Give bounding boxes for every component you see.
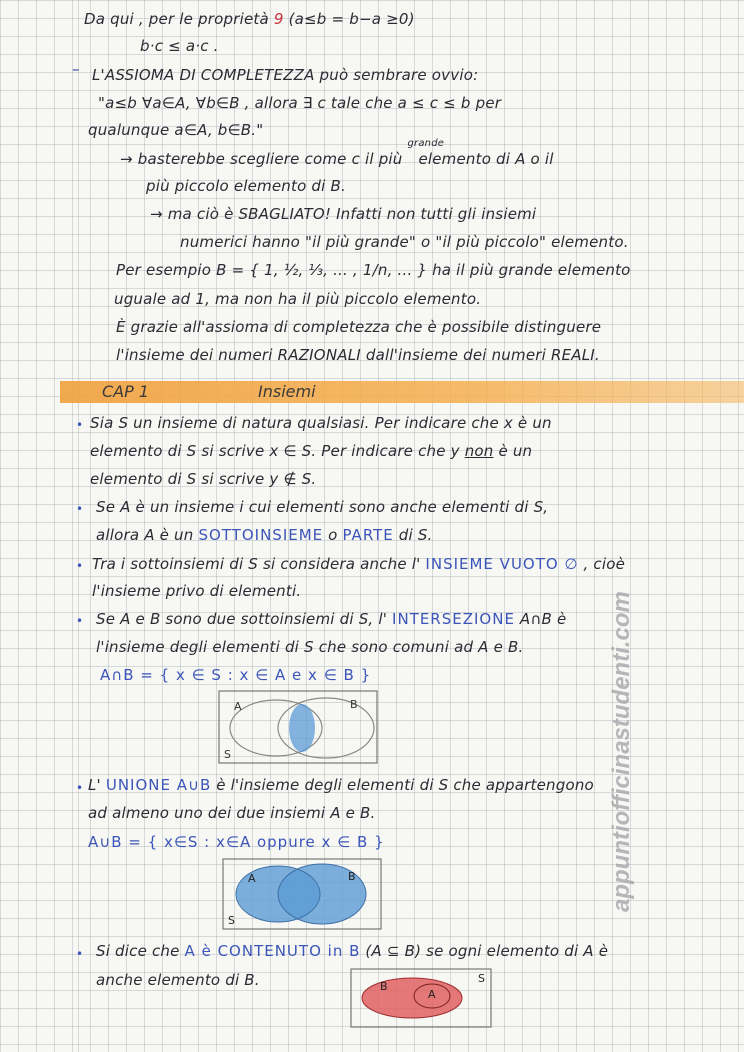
text-line: l'insieme dei numeri RAZIONALI dall'insieme dei numeri REALI. — [116, 346, 600, 364]
union-venn-diagram — [222, 858, 382, 930]
text-line: più piccolo elemento di B. — [146, 177, 346, 195]
text-line: ad almeno uno dei due insiemi A e B. — [88, 804, 376, 822]
text-line: qualunque a∈A, b∈B." — [88, 121, 264, 139]
set-b-label: B — [350, 698, 358, 711]
text: elemento di A o il — [418, 150, 554, 168]
set-s-label: S — [224, 748, 231, 761]
set-a-label: A — [234, 700, 242, 713]
text-line: b·c ≤ a·c . — [140, 37, 219, 55]
chapter-number: CAP 1 — [102, 382, 150, 401]
set-a-label: A — [248, 872, 256, 885]
text-line — [84, 10, 415, 28]
text: Se A e B sono due sottoinsiemi di S, l' — [96, 610, 388, 628]
text-line — [96, 526, 433, 544]
inserted-word: grande — [407, 138, 445, 149]
text-line: l'insieme degli elementi di S che sono comuni ad A e B. — [96, 638, 524, 656]
text: di S. — [398, 526, 433, 544]
bullet-icon: • — [76, 781, 84, 795]
bullet-icon: • — [76, 614, 84, 628]
text-line: È grazie all'assioma di completezza che è possibile distinguere — [116, 318, 602, 336]
text-line — [90, 442, 532, 460]
term: UNIONE A∪B — [105, 776, 212, 794]
watermark: appuntiofficinastudenti.com — [608, 591, 635, 912]
text-line — [96, 610, 566, 628]
text-line: anche elemento di B. — [96, 971, 260, 989]
union-formula: A∪B = { x∈S : x∈A oppure x ∈ B } — [88, 833, 385, 851]
set-a-label: A — [428, 988, 436, 1001]
text: elemento di S si scrive x ∈ S. Per indicare che y — [90, 442, 460, 460]
text-line: uguale ad 1, ma non ha il più piccolo elemento. — [114, 290, 482, 308]
text-line — [96, 942, 608, 960]
set-s-label: S — [228, 914, 235, 927]
bullet-icon: • — [76, 947, 84, 961]
chapter-title: Insiemi — [258, 382, 316, 401]
text-line: L'ASSIOMA DI COMPLETEZZA può sembrare ovvio: — [92, 66, 479, 84]
text-line — [120, 138, 554, 168]
text-line: elemento di S si scrive y ∉ S. — [90, 470, 317, 488]
text: Tra i sottoinsiemi di S si considera anche l' — [92, 555, 421, 573]
dash-bullet-icon: – — [72, 60, 80, 78]
intersection-venn-diagram — [218, 690, 378, 764]
term: INSIEME VUOTO ∅ — [425, 555, 579, 573]
text: (a≤b = b−a ≥0) — [288, 10, 415, 28]
text-line — [88, 776, 594, 794]
formula: A∩B — [519, 610, 553, 628]
subset-venn-diagram — [350, 968, 492, 1028]
text: è un — [498, 442, 533, 460]
underlined-word: non — [464, 442, 494, 460]
term: PARTE — [342, 526, 394, 544]
term: SOTTOINSIEME — [198, 526, 324, 544]
text: se ogni elemento di A è — [426, 942, 609, 960]
text-line: Se A è un insieme i cui elementi sono anche elementi di S, — [96, 498, 549, 516]
property-number: 9 — [273, 10, 284, 28]
text: Da qui , per le proprietà — [84, 10, 269, 28]
term: A è CONTENUTO in B — [184, 942, 361, 960]
chapter-highlight — [60, 381, 744, 403]
text-line: "a≤b ∀a∈A, ∀b∈B , allora ∃ c tale che a ≤ c ≤ b per — [98, 94, 502, 112]
text-line: l'insieme privo di elementi. — [92, 582, 302, 600]
notebook-margin-line — [78, 0, 79, 1052]
text: L' — [88, 776, 101, 794]
set-s-label: S — [478, 972, 485, 985]
bullet-icon: • — [76, 559, 84, 573]
text: è — [557, 610, 567, 628]
text-line: Per esempio B = { 1, ½, ⅓, ... , 1/n, ... } ha il più grande elemento — [116, 261, 631, 279]
text-line — [92, 555, 625, 573]
text: , cioè — [583, 555, 626, 573]
text: è l'insieme degli elementi di S che appartengono — [216, 776, 594, 794]
bullet-icon: • — [76, 418, 84, 432]
set-b-label: B — [380, 980, 388, 993]
formula: (A ⊆ B) — [365, 942, 422, 960]
bullet-icon: • — [76, 502, 84, 516]
text-line: → ma ciò è SBAGLIATO! Infatti non tutti gli insiemi — [150, 205, 537, 223]
set-b-label: B — [348, 870, 356, 883]
text-line: Sia S un insieme di natura qualsiasi. Per indicare che x è un — [90, 414, 552, 432]
text: o — [328, 526, 338, 544]
text: allora A è un — [96, 526, 194, 544]
text: Si dice che — [96, 942, 180, 960]
text-line: numerici hanno "il più grande" o "il più piccolo" elemento. — [180, 233, 629, 251]
text: → basterebbe scegliere come c il più — [120, 150, 403, 168]
term: INTERSEZIONE — [392, 610, 515, 628]
intersection-formula: A∩B = { x ∈ S : x ∈ A e x ∈ B } — [100, 666, 372, 684]
